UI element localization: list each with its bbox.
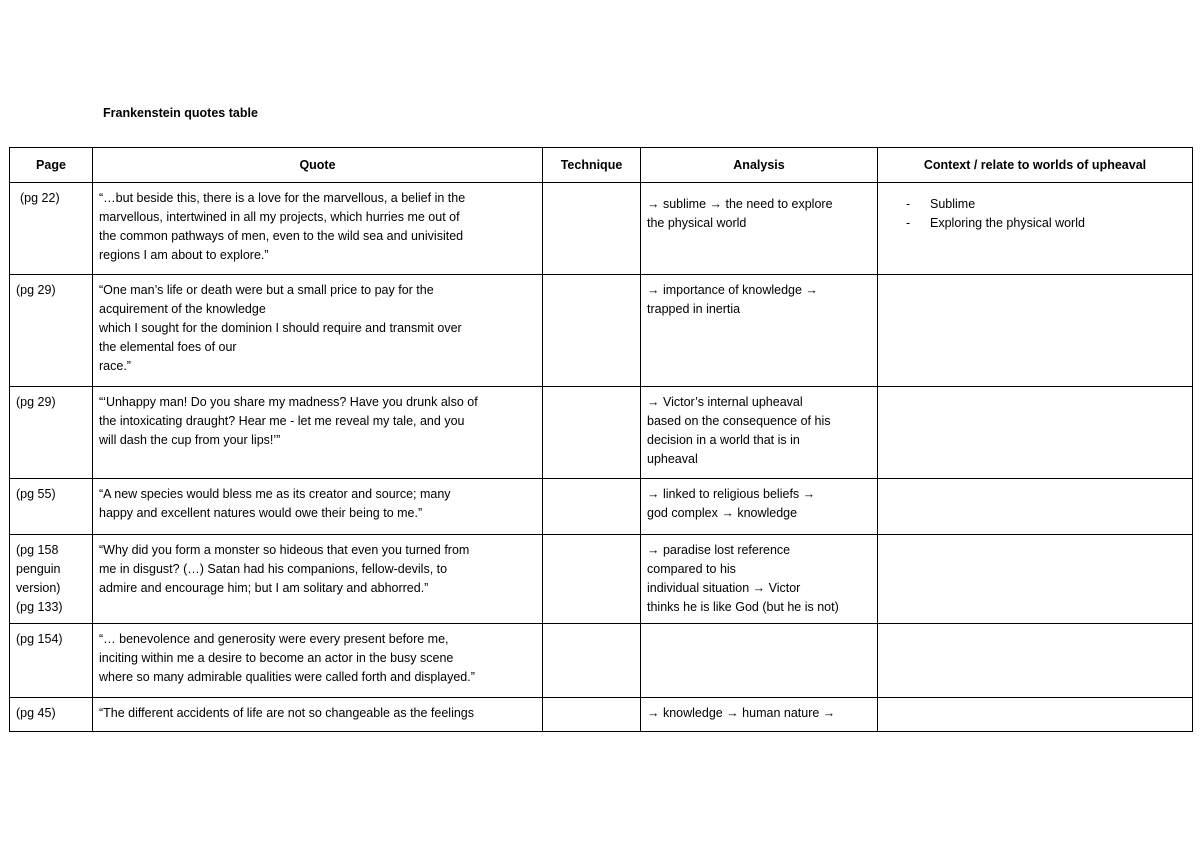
table-row <box>10 183 1193 275</box>
context-item-text: Sublime <box>930 197 976 211</box>
analysis-line: trapped in inertia <box>647 302 741 316</box>
page-ref: (pg 158 <box>16 543 59 557</box>
quote-line: “…but beside this, there is a love for the marvellous, a belief in the <box>99 191 466 205</box>
quote-cell <box>93 183 543 275</box>
technique-cell <box>543 624 641 698</box>
quote-line: “Why did you form a monster so hideous that even you turned from <box>99 543 470 557</box>
quote-line: happy and excellent natures would owe their being to me.” <box>99 506 423 520</box>
page-ref: (pg 45) <box>16 706 56 720</box>
analysis-line: compared to his <box>647 562 736 576</box>
quote-line: race.” <box>99 359 131 373</box>
quote-line: inciting within me a desire to become an actor in the busy scene <box>99 651 454 665</box>
header-quote: Quote <box>93 148 543 183</box>
page-cell <box>10 275 93 387</box>
header-page: Page <box>10 148 93 183</box>
technique-cell <box>543 183 641 275</box>
context-item: - Exploring the physical world <box>906 214 1186 233</box>
page-cell <box>10 624 93 698</box>
page-ref: (pg 154) <box>16 632 63 646</box>
analysis-line: → linked to religious beliefs → <box>647 487 816 501</box>
quote-cell <box>93 275 543 387</box>
context-cell <box>878 624 1193 698</box>
table-header-row <box>10 148 1193 183</box>
analysis-line: → sublime → the need to explore <box>647 197 833 211</box>
header-analysis: Analysis <box>641 148 878 183</box>
quote-cell <box>93 698 543 732</box>
page-ref: version) <box>16 581 61 595</box>
quote-cell <box>93 535 543 624</box>
technique-cell <box>543 535 641 624</box>
page-ref: penguin <box>16 562 61 576</box>
analysis-line: upheaval <box>647 452 698 466</box>
page-cell <box>10 479 93 535</box>
quote-cell <box>93 387 543 479</box>
analysis-line: → paradise lost reference <box>647 543 791 557</box>
quote-line: the elemental foes of our <box>99 340 237 354</box>
context-item: - Sublime <box>906 195 1186 214</box>
table-row <box>10 479 1193 535</box>
quote-line: “‘Unhappy man! Do you share my madness? Have you drunk also of <box>99 395 478 409</box>
quote-cell <box>93 624 543 698</box>
quote-line: “One man’s life or death were but a small price to pay for the <box>99 283 434 297</box>
table-row <box>10 275 1193 387</box>
context-cell <box>878 698 1193 732</box>
quote-line: marvellous, intertwined in all my projects, which hurries me out of <box>99 210 460 224</box>
technique-cell <box>543 387 641 479</box>
context-cell <box>878 275 1193 387</box>
analysis-cell <box>641 698 878 732</box>
context-list <box>884 195 1186 233</box>
quote-line: “… benevolence and generosity were every present before me, <box>99 632 449 646</box>
table-row <box>10 624 1193 698</box>
analysis-line: god complex → knowledge <box>647 506 798 520</box>
analysis-line: the physical world <box>647 216 747 230</box>
quotes-table <box>9 147 1193 732</box>
page-cell <box>10 698 93 732</box>
table-row <box>10 535 1193 624</box>
context-item-text: Exploring the physical world <box>930 216 1085 230</box>
technique-cell <box>543 479 641 535</box>
quote-line: me in disgust? (…) Satan had his companions, fellow-devils, to <box>99 562 448 576</box>
header-technique: Technique <box>543 148 641 183</box>
quote-line: regions I am about to explore.” <box>99 248 269 262</box>
analysis-line: based on the consequence of his <box>647 414 831 428</box>
quote-line: will dash the cup from your lips!’” <box>99 433 281 447</box>
quote-line: “The different accidents of life are not so changeable as the feelings <box>99 706 475 720</box>
context-cell <box>878 183 1193 275</box>
context-cell <box>878 479 1193 535</box>
table-row <box>10 698 1193 732</box>
analysis-cell <box>641 535 878 624</box>
analysis-cell <box>641 387 878 479</box>
page-ref: (pg 133) <box>16 600 63 614</box>
technique-cell <box>543 275 641 387</box>
context-cell <box>878 387 1193 479</box>
quote-cell <box>93 479 543 535</box>
analysis-line: thinks he is like God (but he is not) <box>647 600 839 614</box>
document-title: Frankenstein quotes table <box>103 106 258 120</box>
technique-cell <box>543 698 641 732</box>
quote-line: the common pathways of men, even to the wild sea and univisited <box>99 229 464 243</box>
table-row <box>10 387 1193 479</box>
page-cell <box>10 535 93 624</box>
page-ref: (pg 22) <box>20 191 60 205</box>
analysis-line: individual situation → Victor <box>647 581 801 595</box>
analysis-cell <box>641 479 878 535</box>
analysis-line: → Victor’s internal upheaval <box>647 395 803 409</box>
quote-line: the intoxicating draught? Hear me - let me reveal my tale, and you <box>99 414 465 428</box>
analysis-cell <box>641 183 878 275</box>
page-cell <box>10 183 93 275</box>
context-cell <box>878 535 1193 624</box>
analysis-line: decision in a world that is in <box>647 433 800 447</box>
page-ref: (pg 29) <box>16 283 56 297</box>
quote-line: which I sought for the dominion I should require and transmit over <box>99 321 462 335</box>
quote-line: “A new species would bless me as its creator and source; many <box>99 487 451 501</box>
analysis-cell <box>641 624 878 698</box>
analysis-line: → knowledge → human nature → <box>647 706 836 720</box>
quote-line: where so many admirable qualities were called forth and displayed.” <box>99 670 475 684</box>
quote-line: admire and encourage him; but I am solitary and abhorred.” <box>99 581 429 595</box>
analysis-line: → importance of knowledge → <box>647 283 818 297</box>
page-ref: (pg 55) <box>16 487 56 501</box>
quote-line: acquirement of the knowledge <box>99 302 266 316</box>
page-cell <box>10 387 93 479</box>
analysis-cell <box>641 275 878 387</box>
page-ref: (pg 29) <box>16 395 56 409</box>
header-context: Context / relate to worlds of upheaval <box>878 148 1193 183</box>
